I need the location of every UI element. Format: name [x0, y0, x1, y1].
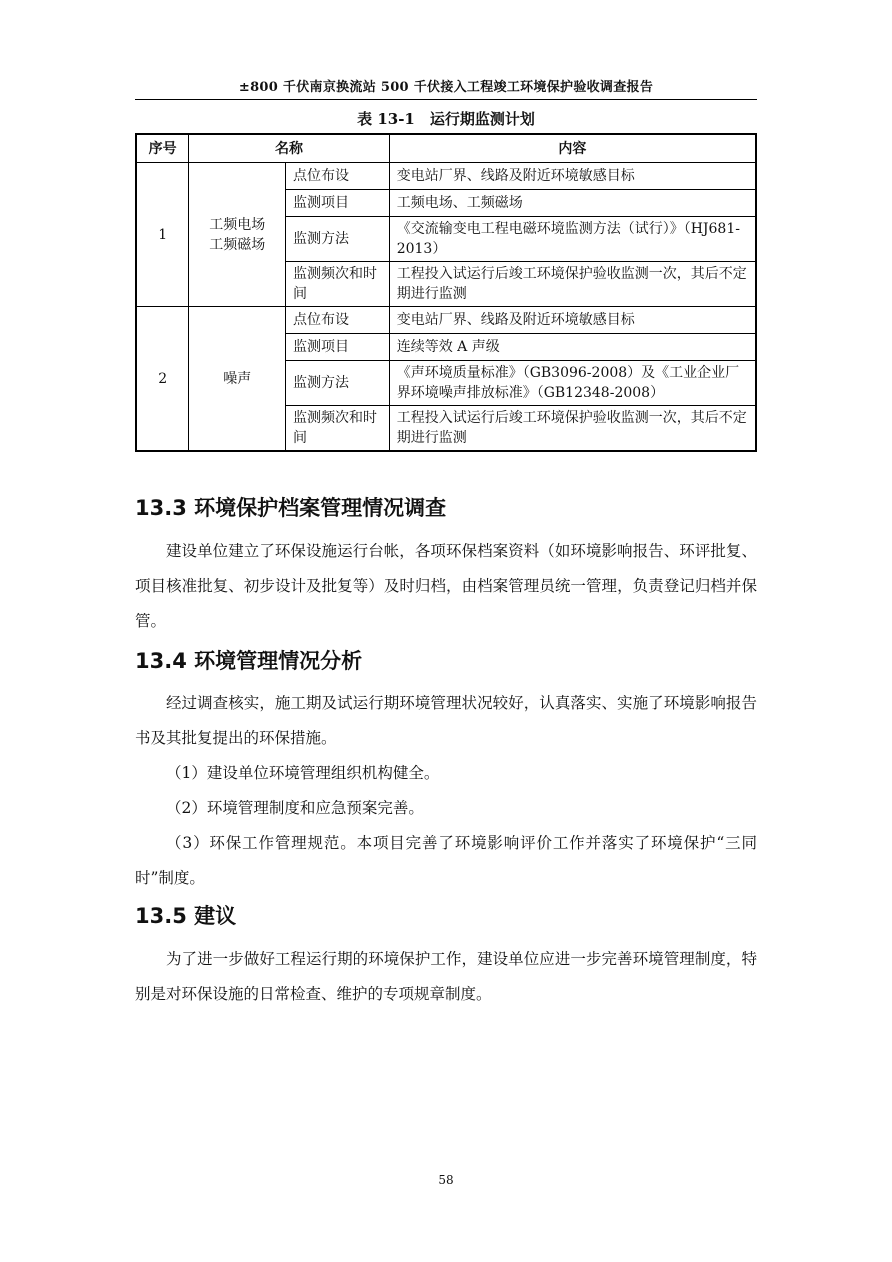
seq-cell: 2 [136, 307, 189, 452]
item-cell: 监测方法 [286, 217, 390, 262]
content-cell: 变电站厂界、线路及附近环境敏感目标 [389, 307, 756, 334]
paragraph: 建设单位建立了环保设施运行台帐，各项环保档案资料（如环境影响报告、环评批复、项目核准批复、初步设计及批复等）及时归档，由档案管理员统一管理，负责登记归档并保管。 [135, 542, 757, 630]
table-row [136, 163, 756, 190]
content-cell: 《声环境质量标准》（GB3096-2008）及《工业企业厂界环境噪声排放标准》（GB12348-2008） [389, 361, 756, 406]
seq-cell: 1 [136, 163, 189, 307]
section-heading-13-3: 13.3 环境保护档案管理情况调查 [135, 496, 447, 520]
list-item: （3）环保工作管理规范。本项目完善了环境影响评价工作并落实了环境保护“三同时”制度。 [135, 834, 757, 887]
name-line: 工频电场 [209, 216, 266, 233]
name-cell [189, 163, 286, 307]
section-heading-13-4: 13.4 环境管理情况分析 [135, 649, 363, 673]
item-cell: 点位布设 [286, 163, 390, 190]
paragraph: 经过调查核实，施工期及试运行期环境管理状况较好，认真落实、实施了环境影响报告书及其批复提出的环保措施。 [135, 694, 757, 747]
header-rule [135, 99, 757, 100]
header-name: 名称 [189, 134, 389, 163]
header-seq: 序号 [136, 134, 189, 163]
table-header-row [136, 134, 756, 163]
list-item: （1）建设单位环境管理组织机构健全。 [166, 764, 440, 782]
table-caption: 表 13-1 运行期监测计划 [357, 110, 535, 128]
item-cell: 监测项目 [286, 190, 390, 217]
monitoring-plan-table [135, 133, 757, 452]
content-cell: 连续等效 A 声级 [389, 334, 756, 361]
section-heading-13-5: 13.5 建议 [135, 904, 237, 928]
list-item: （2）环境管理制度和应急预案完善。 [166, 799, 424, 817]
header-content: 内容 [389, 134, 756, 163]
paragraph: 为了进一步做好工程运行期的环境保护工作，建设单位应进一步完善环境管理制度，特别是对环保设施的日常检查、维护的专项规章制度。 [135, 950, 757, 1003]
item-cell: 点位布设 [286, 307, 390, 334]
content-cell: 《交流输变电工程电磁环境监测方法（试行）》（HJ681-2013） [389, 217, 756, 262]
name-cell: 噪声 [189, 307, 286, 452]
content-cell: 工程投入试运行后竣工环境保护验收监测一次，其后不定期进行监测 [389, 262, 756, 307]
content-cell: 工频电场、工频磁场 [389, 190, 756, 217]
content-cell: 变电站厂界、线路及附近环境敏感目标 [389, 163, 756, 190]
table-row [136, 307, 756, 334]
page-number: 58 [438, 1173, 454, 1187]
item-cell: 监测频次和时间 [286, 262, 390, 307]
content-cell: 工程投入试运行后竣工环境保护验收监测一次，其后不定期进行监测 [389, 406, 756, 452]
running-header: ±800 千伏南京换流站 500 千伏接入工程竣工环境保护验收调查报告 [238, 80, 654, 95]
item-cell: 监测方法 [286, 361, 390, 406]
name-line: 工频磁场 [209, 236, 266, 253]
item-cell: 监测项目 [286, 334, 390, 361]
item-cell: 监测频次和时间 [286, 406, 390, 452]
